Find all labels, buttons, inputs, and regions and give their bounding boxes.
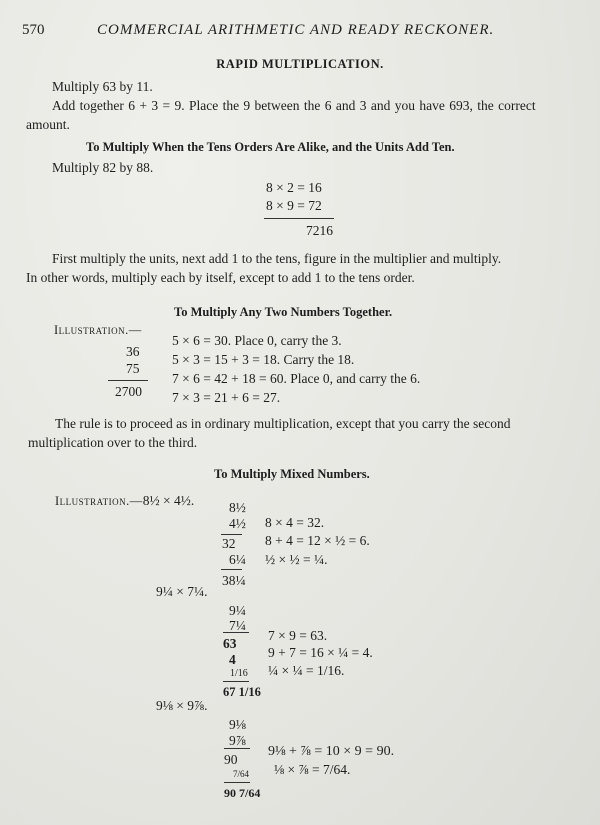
section2-step-4: 7 × 3 = 21 + 6 = 27. xyxy=(172,390,281,405)
section2-work-multiplicand: 36 xyxy=(126,344,140,359)
intro-line-3: amount. xyxy=(26,117,70,132)
ex1-work-2: 4½ xyxy=(229,516,246,531)
section1-problem: Multiply 82 by 88. xyxy=(52,160,154,175)
ex3-rule-2 xyxy=(224,782,250,783)
section2-step-3: 7 × 6 = 42 + 18 = 60. Place 0, and carry the 6. xyxy=(172,371,421,386)
book-title: COMMERCIAL ARITHMETIC AND READY RECKONER. xyxy=(97,22,495,38)
ex2-rule-2 xyxy=(223,681,249,682)
section1-calc-line-2: 8 × 9 = 72 xyxy=(266,198,322,213)
ex2-work-3: 63 xyxy=(223,636,237,651)
ex1-work-4: 6¼ xyxy=(229,552,246,567)
ex2-work-1: 9¼ xyxy=(229,603,246,618)
ex1-rule-1 xyxy=(221,534,242,535)
section1-sum-rule xyxy=(264,218,334,219)
ex2-work-5: 1/16 xyxy=(230,668,248,679)
section1-text-1: First multiply the units, next add 1 to the tens, figure in the multiplier and multiply. xyxy=(52,251,502,266)
section1-calc-result: 7216 xyxy=(306,223,333,238)
ex3-work-3: 90 xyxy=(224,752,238,767)
ex1-work-5: 38¼ xyxy=(222,573,246,588)
ex2-step-1: 7 × 9 = 63. xyxy=(268,628,328,643)
intro-line-2: Add together 6 + 3 = 9. Place the 9 between the 6 and 3 and you have 693, the correct xyxy=(52,98,536,113)
section2-step-1: 5 × 6 = 30. Place 0, carry the 3. xyxy=(172,333,342,348)
ex1-step-2: 8 + 4 = 12 × ½ = 6. xyxy=(265,533,370,548)
ex2-work-4: 4 xyxy=(229,652,236,667)
ex2-work-2: 7¼ xyxy=(229,618,246,633)
ex3-work-2: 9⅞ xyxy=(229,733,246,748)
section3-ex1-caption xyxy=(55,492,194,510)
ex2-step-2: 9 + 7 = 16 × ¼ = 4. xyxy=(268,645,373,660)
page-number: 570 xyxy=(22,22,45,38)
section2-text-2: multiplication over to the third. xyxy=(28,435,198,450)
ex1-step-1: 8 × 4 = 32. xyxy=(265,515,325,530)
ex3-rule-1 xyxy=(224,748,250,749)
ex1-work-1: 8½ xyxy=(229,500,246,515)
ex3-work-4: 7/64 xyxy=(233,769,250,779)
section3-ex1-title: 8½ × 4½. xyxy=(142,493,195,508)
section2-text-1: The rule is to proceed as in ordinary multiplication, except that you carry the second xyxy=(55,416,511,431)
ex2-work-6: 67 1/16 xyxy=(223,685,261,699)
main-heading: RAPID MULTIPLICATION. xyxy=(216,57,384,71)
ex1-step-3: ½ × ½ = ¼. xyxy=(265,552,328,567)
section2-work-multiplier: 75 xyxy=(126,361,140,376)
ex3-step-1: 9⅛ + ⅞ = 10 × 9 = 90. xyxy=(268,744,395,759)
section2-work-rule xyxy=(108,380,148,381)
section3-heading: To Multiply Mixed Numbers. xyxy=(214,467,370,481)
ex3-work-5: 90 7/64 xyxy=(224,786,261,800)
ex2-rule-1 xyxy=(223,632,249,633)
section3-illustration-label: Illustration.— xyxy=(55,494,143,508)
section1-calc-line-1: 8 × 2 = 16 xyxy=(266,180,322,195)
section1-heading: To Multiply When the Tens Orders Are Alike, and the Units Add Ten. xyxy=(86,140,455,154)
section3-ex2-title: 9¼ × 7¼. xyxy=(156,584,208,599)
section2-heading: To Multiply Any Two Numbers Together. xyxy=(174,305,393,319)
ex3-step-2: ⅛ × ⅞ = 7/64. xyxy=(274,762,351,777)
section2-work-result: 2700 xyxy=(115,384,142,399)
section2-step-2: 5 × 3 = 15 + 3 = 18. Carry the 18. xyxy=(172,352,355,367)
intro-line-1: Multiply 63 by 11. xyxy=(52,79,153,94)
section3-ex3-title: 9⅛ × 9⅞. xyxy=(156,698,208,713)
ex3-work-1: 9⅛ xyxy=(229,717,246,732)
ex1-work-3: 32 xyxy=(222,536,236,551)
ex2-step-3: ¼ × ¼ = 1/16. xyxy=(268,663,345,678)
section1-text-2: In other words, multiply each by itself, except to add 1 to the tens order. xyxy=(26,270,415,285)
section2-illustration-label: Illustration.— xyxy=(54,323,142,337)
ex1-rule-2 xyxy=(221,569,242,570)
